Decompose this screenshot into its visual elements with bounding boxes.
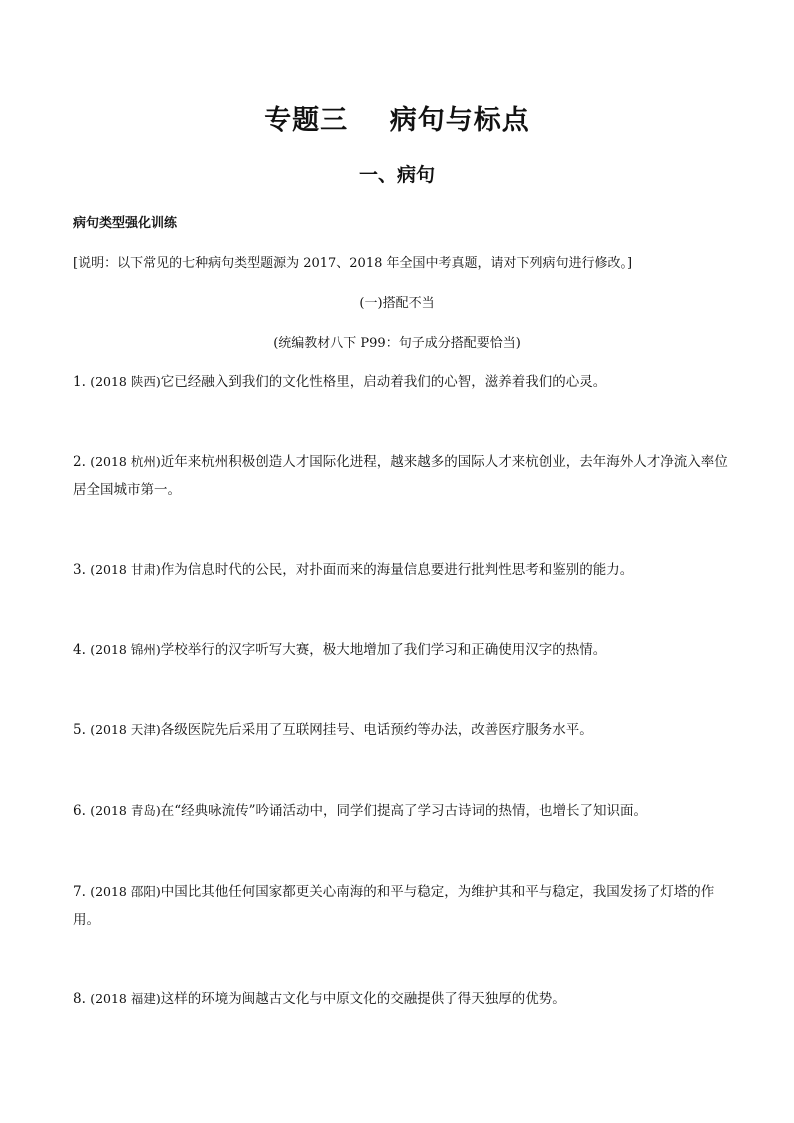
question-number: 7. [73,884,86,900]
question-source: (2018 甘肃) [90,562,161,577]
question-text: 学校举行的汉字听写大赛，极大地增加了我们学习和正确使用汉字的热情。 [160,642,607,658]
instruction-note: [说明：以下常见的七种病句类型题源为 2017、2018 年全国中考真题，请对下列病句进行修改。] [73,256,633,271]
question-number: 3. [73,562,86,578]
question-item [73,368,733,396]
question-item [73,878,733,934]
question-item [73,556,733,584]
question-text: 近年来杭州积极创造人才国际化进程，越来越多的国际人才来杭创业，去年海外人才净流入率位居全国城市第一。 [73,454,728,498]
question-text: 中国比其他任何国家都更关心南海的和平与稳定，为维护其和平与稳定，我国发扬了灯塔的作用。 [73,884,715,928]
question-source: (2018 陕西) [90,374,161,389]
question-item [73,448,733,504]
page-title: 专题三 病句与标点 [264,105,530,136]
question-text: 它已经融入到我们的文化性格里，启动着我们的心智，滋养着我们的心灵。 [160,374,607,390]
question-number: 8. [73,991,86,1007]
question-number: 6. [73,803,86,819]
question-source: (2018 青岛) [90,803,161,818]
question-item [73,985,733,1013]
question-text: 在“经典咏流传”吟诵活动中，同学们提高了学习古诗词的热情，也增长了知识面。 [160,803,648,819]
question-source: (2018 天津) [90,722,161,737]
question-source: (2018 杭州) [90,454,161,469]
sub-heading: 病句类型强化训练 [73,216,178,231]
question-source: (2018 锦州) [90,642,161,657]
question-text: 这样的环境为闽越古文化与中原文化的交融提供了得天独厚的优势。 [160,991,566,1007]
textbook-reference: (统编教材八下 P99：句子成分搭配要恰当) [273,336,521,351]
question-item [73,716,733,744]
question-item [73,797,733,825]
question-text: 作为信息时代的公民，对扑面而来的海量信息要进行批判性思考和鉴别的能力。 [160,562,634,578]
section-title: 一、病句 [358,164,435,186]
question-source: (2018 邵阳) [90,884,161,899]
question-number: 5. [73,722,86,738]
question-text: 各级医院先后采用了互联网挂号、电话预约等办法，改善医疗服务水平。 [160,722,593,738]
question-item [73,636,733,664]
question-number: 2. [73,454,86,470]
question-number: 4. [73,642,86,658]
category-heading: (一)搭配不当 [359,296,435,311]
question-source: (2018 福建) [90,991,161,1006]
question-number: 1. [73,374,86,390]
